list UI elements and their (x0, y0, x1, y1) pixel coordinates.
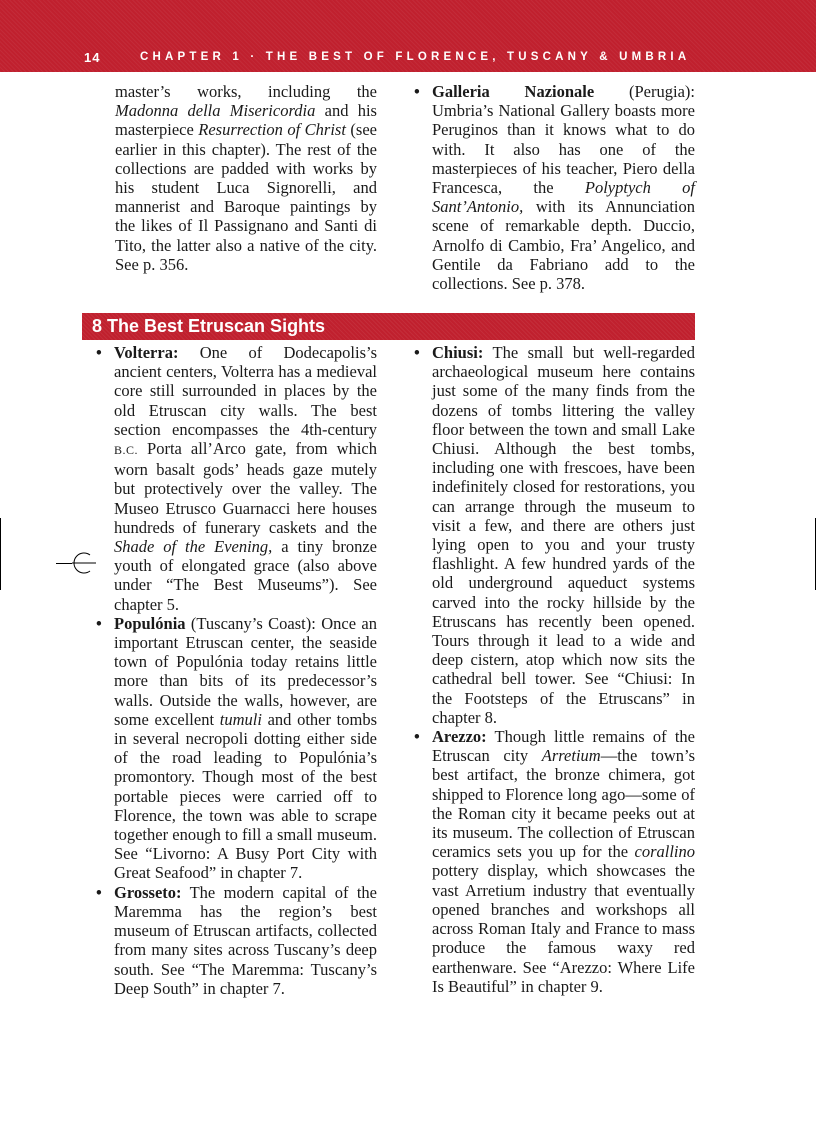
text: The small but well-regarded archaeological museum here contains just some of the many finds from the dozens of tombs littering the valley floor between the town and small Lake Chiusi. Although the best tombs, including one with frescoes, have been indefinitely closed for restorations, you can arrange through the museum to visit a few, and there are others just lying open to you and your trusty flashlight. A few hundred yards of the old underground aqueduct systems carved into the rocky hillside by the Etruscans has recently been opened. Tours through it lead to a wide and deep cistern, atop which now sits the cathedral bell tower. See “Chiusi: In the Footsteps of the Etruscans” in chapter 8. (432, 343, 695, 727)
text: a tiny bronze youth of elongated grace (also above under “The Best Museums”). See chapter 5. (114, 537, 377, 614)
text: —the town’s best artifact, the bronze chimera, got shipped to Florence long ago—some of the Roman city it became peeks out at its museum. The collection of Etruscan ceramics sets you up for the (432, 746, 695, 862)
list-item (414, 82, 695, 293)
italic-term: Arretium (541, 746, 601, 766)
bullet-icon: • (96, 882, 102, 902)
italic-term: tumuli (219, 709, 262, 729)
crop-mark-left (0, 518, 1, 590)
paragraph (115, 82, 377, 274)
list-item-populonia (96, 614, 377, 883)
entry-heading: Arezzo: (432, 727, 487, 747)
text: and other tombs in several necropoli dotting either side of the road leading to Populónia’s promontory. Though most of the best portable pieces were carried off to Florence, the town was able to scrape together enough to fill a small museum. See “Livorno: A Busy Port City with Great Seafood” in chapter 7. (114, 709, 377, 883)
entry-heading: Grosseto: (114, 882, 182, 902)
bullet-icon: • (96, 613, 102, 633)
section-title: 8 The Best Etruscan Sights (92, 316, 326, 336)
bullet-icon: • (414, 82, 420, 101)
italic-term: corallino (634, 842, 695, 862)
text: and his masterpiece (115, 101, 377, 140)
entry-heading: Chiusi: (432, 343, 484, 362)
running-head: CHAPTER 1 · THE BEST OF FLORENCE, TUSCANY & UMBRIA (140, 51, 691, 63)
left-column (96, 343, 377, 998)
text: One of Dodecapolis’s ancient centers, Volterra has a medieval core still surrounded in places by the old Etruscan city walls. The best section encompasses the 4th-century (114, 343, 377, 439)
text: pottery display, which showcases the vast Arretium industry that eventually opened branches and workshops all across Roman Italy and France to mass produce the famous waxy red earthenware. See “Arezzo: Where Life Is Beautiful” in chapter 9. (432, 861, 695, 996)
registration-line-icon (56, 563, 72, 564)
bullet-icon: • (96, 343, 102, 362)
bullet-icon: • (414, 727, 420, 747)
bullet-icon: • (414, 343, 420, 362)
text: with its Annunciation scene of remarkable depth. Duccio, Arnolfo di Cambio, Fra’ Angelico, and Gentile da Fabriano add to the collections. See p. 378. (432, 197, 695, 294)
text: Porta all’Arco gate, from which worn basalt gods’ heads gaze mutely but protectively over the valley. The Museo Etrusco Guarnacci here houses hundreds of funerary caskets and the (114, 439, 377, 537)
continuation-text-left (115, 82, 377, 274)
artwork-title: Madonna della Misericordia (115, 101, 316, 121)
list-item-chiusi (414, 343, 695, 727)
list-item-arezzo (414, 727, 695, 996)
right-column (414, 343, 695, 996)
registration-mark-icon (72, 551, 96, 575)
list-item-volterra (96, 343, 377, 614)
entry-heading: Volterra: (114, 343, 179, 362)
text: master’s works, including the (115, 82, 377, 101)
list-item-grosseto (96, 883, 377, 998)
artwork-title: Polyptych of Sant’Antonio, (432, 178, 695, 217)
text: (Tuscany’s Coast): Once an important Etruscan center, the seaside town of Populónia today retains little more than bits of its predecessor’s walls. Outside the walls, however, are some excellent (114, 613, 377, 729)
text: Though little remains of the Etruscan city (432, 727, 695, 766)
page-number: 14 (84, 50, 101, 65)
entry-heading: Galleria Nazionale (432, 82, 595, 101)
galleria-nazionale-entry (414, 82, 695, 293)
era-abbreviation: B.C. (114, 443, 139, 458)
text: (Perugia): Umbria’s National Gallery boasts more Peruginos than it knows what to do with. It also has one of the masterpieces of his teacher, Piero della Francesca, the (432, 82, 695, 198)
text: (see earlier in this chapter). The rest of the collections are padded with works by his student Luca Signorelli, and mannerist and Baroque paintings by the likes of Il Passignano and Santi di Tito, the latter also a native of the city. See p. 356. (115, 120, 377, 274)
text: The modern capital of the Maremma has the region’s best museum of Etruscan artifacts, collected from many sites across Tuscany’s deep south. See “The Maremma: Tuscany’s Deep South” in chapter 7. (114, 882, 377, 998)
artwork-title: Shade of the Evening, (114, 537, 273, 557)
entry-heading: Populónia (114, 613, 186, 633)
artwork-title: Resurrection of Christ (198, 120, 346, 140)
